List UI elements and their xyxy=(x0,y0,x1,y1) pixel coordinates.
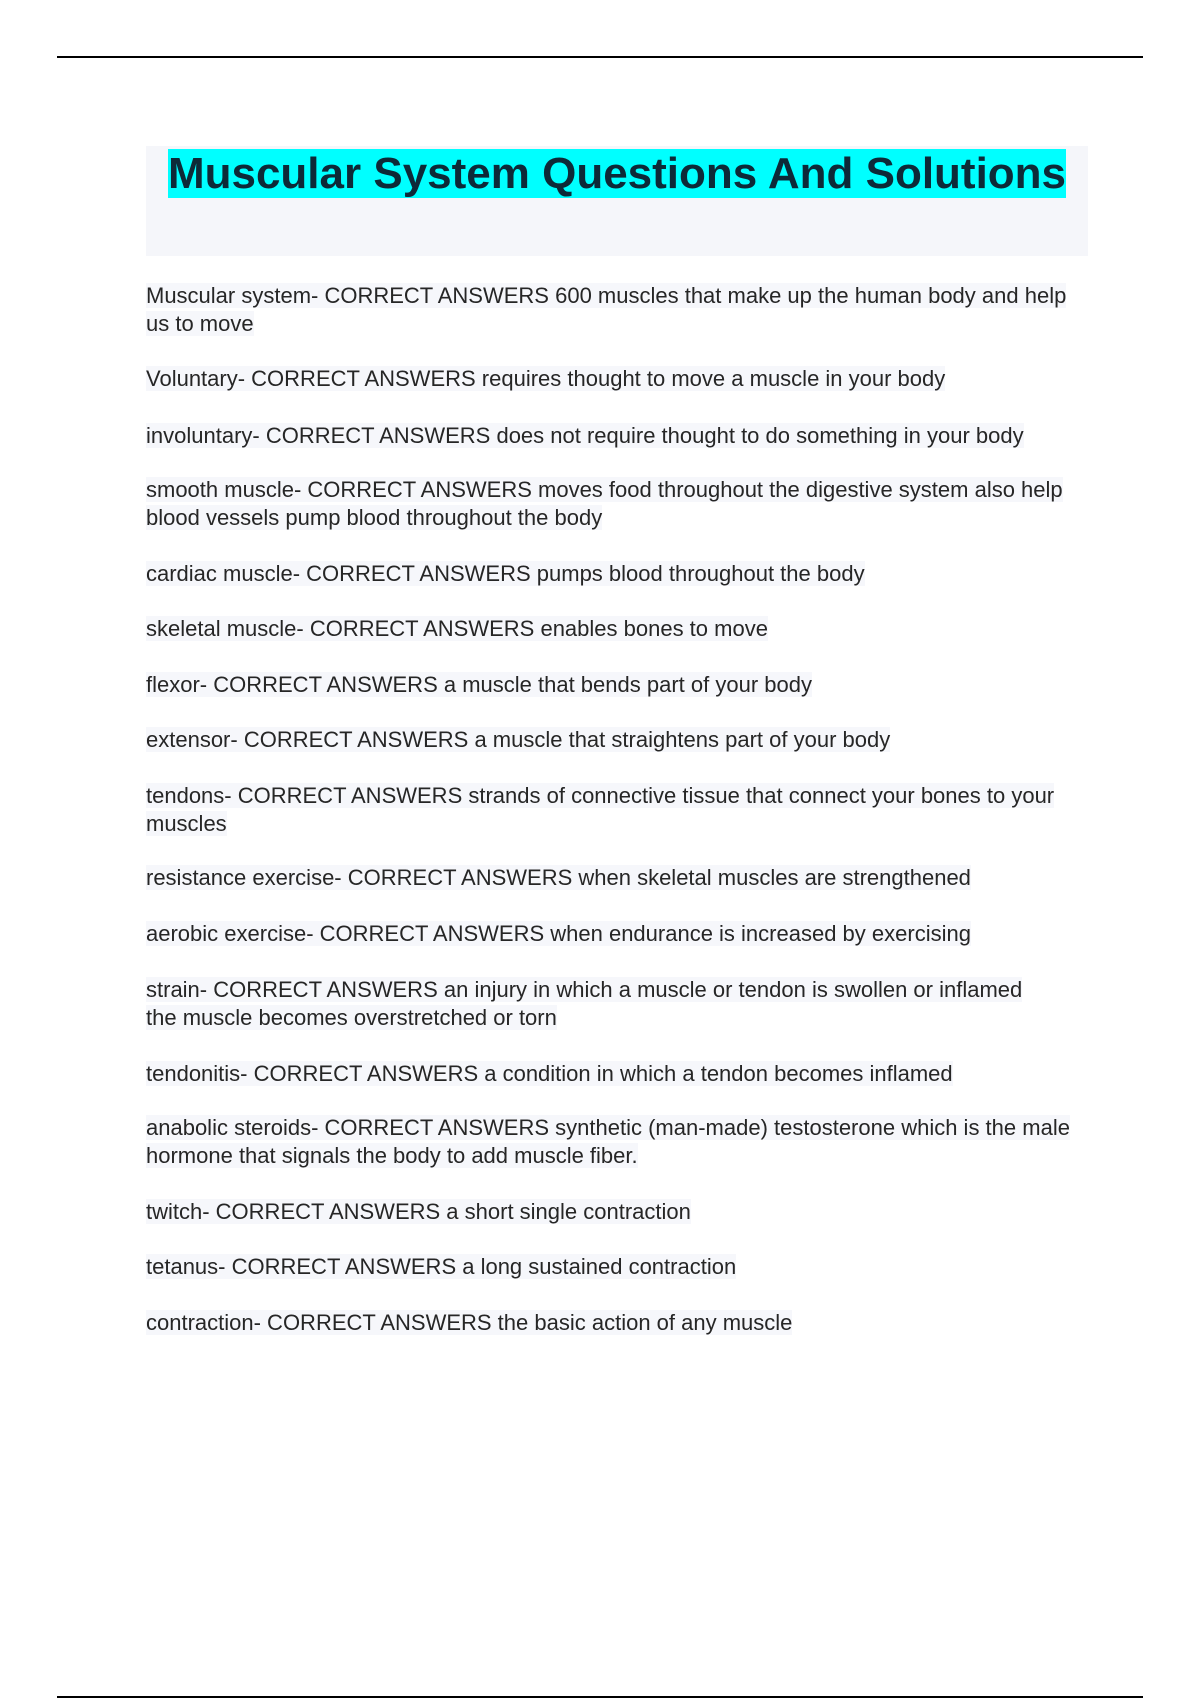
top-divider xyxy=(57,56,1143,58)
qa-list xyxy=(146,282,1076,1337)
qa-entry-text: smooth muscle- CORRECT ANSWERS moves food throughout the digestive system also help blood vessels pump blood throughout the body xyxy=(146,477,1063,530)
qa-entry xyxy=(146,976,1076,1032)
qa-entry xyxy=(146,864,1076,892)
qa-entry-text: tendons- CORRECT ANSWERS strands of connective tissue that connect your bones to your muscles xyxy=(146,783,1055,836)
title-block xyxy=(146,146,1088,256)
qa-entry xyxy=(146,560,1076,588)
qa-entry-text: extensor- CORRECT ANSWERS a muscle that straightens part of your body xyxy=(146,727,891,752)
qa-entry xyxy=(146,1309,1076,1337)
qa-entry xyxy=(146,282,1076,338)
qa-entry xyxy=(146,1060,1076,1088)
qa-entry-text: Muscular system- CORRECT ANSWERS 600 muscles that make up the human body and help us to move xyxy=(146,283,1067,336)
qa-entry-text: Voluntary- CORRECT ANSWERS requires thought to move a muscle in your body xyxy=(146,366,946,391)
document-title: Muscular System Questions And Solutions xyxy=(167,149,1067,198)
bottom-divider xyxy=(57,1696,1143,1698)
qa-entry xyxy=(146,782,1076,838)
qa-entry-text: tendonitis- CORRECT ANSWERS a condition in which a tendon becomes inflamed xyxy=(146,1061,953,1086)
qa-entry-text: aerobic exercise- CORRECT ANSWERS when endurance is increased by exercising xyxy=(146,921,971,946)
qa-entry-text: cardiac muscle- CORRECT ANSWERS pumps blood throughout the body xyxy=(146,561,865,586)
qa-entry-text: contraction- CORRECT ANSWERS the basic action of any muscle xyxy=(146,1310,793,1335)
qa-entry-text: anabolic steroids- CORRECT ANSWERS synthetic (man-made) testosterone which is the male hormone that signals the body to add muscle fiber. xyxy=(146,1115,1070,1168)
qa-entry-text: tetanus- CORRECT ANSWERS a long sustained contraction xyxy=(146,1254,737,1279)
qa-entry xyxy=(146,365,1076,393)
qa-entry xyxy=(146,422,1076,450)
qa-entry xyxy=(146,615,1076,643)
qa-entry xyxy=(146,1253,1076,1281)
qa-entry xyxy=(146,476,1076,532)
qa-entry-text: involuntary- CORRECT ANSWERS does not require thought to do something in your body xyxy=(146,423,1024,448)
qa-entry xyxy=(146,920,1076,948)
qa-entry xyxy=(146,1198,1076,1226)
qa-entry-text: flexor- CORRECT ANSWERS a muscle that bends part of your body xyxy=(146,672,812,697)
qa-entry-text: resistance exercise- CORRECT ANSWERS when skeletal muscles are strengthened xyxy=(146,865,971,890)
qa-entry xyxy=(146,671,1076,699)
qa-entry xyxy=(146,1114,1076,1170)
qa-entry-text: skeletal muscle- CORRECT ANSWERS enables bones to move xyxy=(146,616,768,641)
qa-entry-text: strain- CORRECT ANSWERS an injury in which a muscle or tendon is swollen or inflamed the muscle becomes overstretched or torn xyxy=(146,977,1023,1030)
qa-entry-text: twitch- CORRECT ANSWERS a short single contraction xyxy=(146,1199,691,1224)
qa-entry xyxy=(146,726,1076,754)
